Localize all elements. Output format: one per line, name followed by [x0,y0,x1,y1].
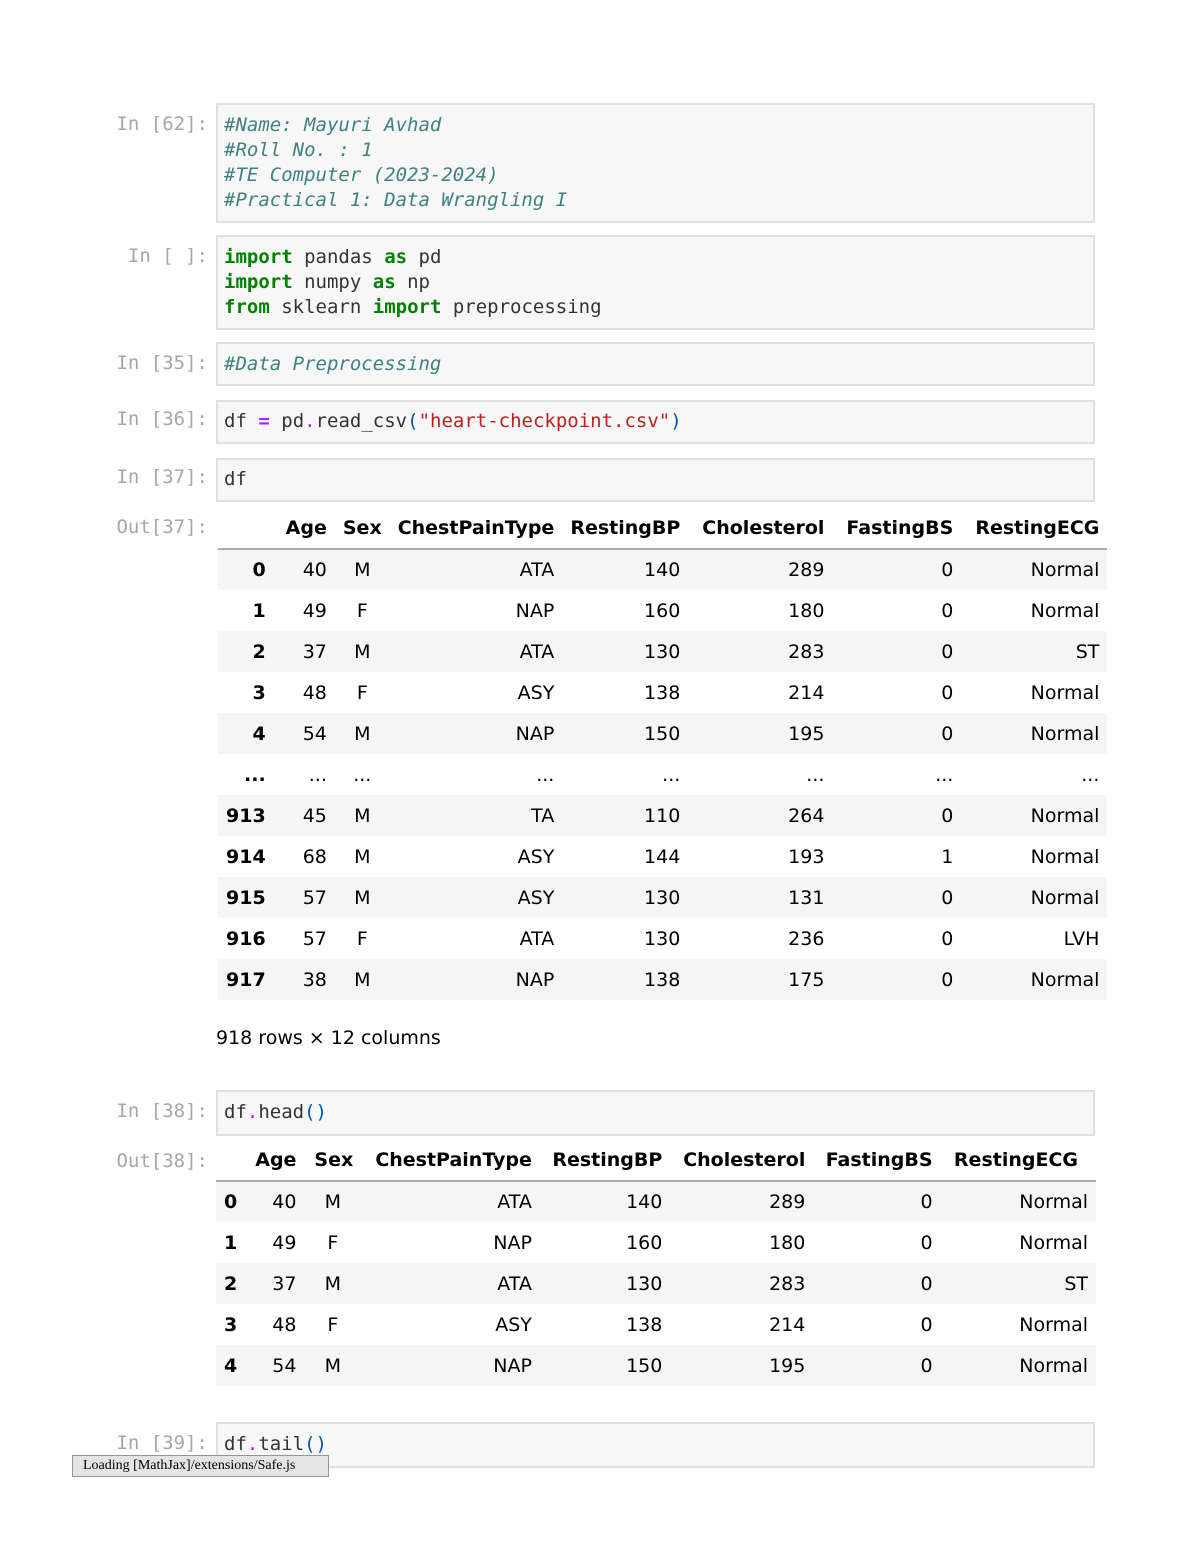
input-prompt: In [36]: [116,408,208,430]
function-name: tail [258,1433,305,1455]
row-index: ... [244,763,266,786]
table-cell: 160 [644,599,681,622]
read-csv-line [218,409,1093,434]
table-cell: F [327,1231,339,1254]
table-cell: 49 [272,1231,297,1254]
output-prompt: Out[37]: [116,516,208,538]
keyword: import [224,271,293,293]
column-header: ChestPainType [361,1140,540,1181]
object: pd [281,410,305,432]
table-cell: 283 [769,1272,806,1295]
table-cell: M [354,804,371,827]
table-row [218,590,1107,631]
table-cell: 130 [626,1272,663,1295]
table-cell: NAP [493,1231,532,1254]
table-cell: F [356,599,368,622]
table-cell: 140 [644,559,681,581]
keyword: import [372,296,442,318]
string-literal: "heart-checkpoint.csv" [418,410,671,432]
table-cell: 37 [272,1272,297,1295]
table-cell: ... [662,763,681,786]
row-index: 0 [224,1191,238,1213]
table-cell: 48 [272,1313,297,1336]
dot-operator: . [246,1433,259,1455]
row-index: 915 [226,886,266,909]
column-header: Cholesterol [688,508,832,549]
index-header [216,1140,245,1181]
table-row [216,1222,1096,1263]
table-cell: 0 [941,599,954,622]
table-cell: M [354,559,371,581]
table-row [218,836,1107,877]
paren: ) [670,410,682,432]
table-cell: 264 [788,804,825,827]
paren: ( [407,410,419,432]
table-cell: 180 [788,599,825,622]
table-cell: Normal [1030,722,1100,745]
table-cell: Normal [1030,804,1100,827]
paren: () [304,1433,327,1455]
row-index: 916 [226,927,266,950]
table-cell: Normal [1030,968,1100,991]
tail-call-line [218,1432,1093,1457]
table-row [218,918,1107,959]
paren: () [304,1101,327,1123]
dataframe-table [216,1140,1096,1386]
table-cell: 193 [788,845,825,868]
dataframe-shape: 918 rows × 12 columns [216,1027,441,1049]
table-cell: 138 [644,681,681,704]
table-cell: Normal [1030,599,1100,622]
column-header: RestingECG [941,1140,1096,1181]
table-cell: M [354,845,371,868]
table-cell: 0 [920,1354,933,1377]
table-cell: Normal [1030,681,1100,704]
table-cell: 37 [302,640,327,663]
table-cell: 130 [644,927,681,950]
row-index: 2 [224,1272,238,1295]
table-cell: Normal [1019,1354,1088,1377]
table-cell: ATA [497,1272,532,1295]
table-cell: ... [806,763,825,786]
table-cell: 130 [644,640,681,663]
table-cell: ATA [497,1191,532,1213]
table-cell: ... [308,763,327,786]
table-row [218,877,1107,918]
object: df [224,1433,247,1455]
table-cell: 0 [920,1231,933,1254]
table-cell: ... [353,763,372,786]
row-index: 2 [252,640,266,663]
row-index: 913 [226,804,266,827]
table-cell: 195 [769,1354,806,1377]
column-header: Age [245,1140,304,1181]
dataframe-output-38 [216,1140,1096,1390]
table-cell: 131 [788,886,825,909]
column-header: Age [274,508,335,549]
table-cell: M [354,968,371,991]
table-cell: 1 [941,845,954,868]
table-cell: 0 [920,1272,933,1295]
table-cell: 110 [644,804,681,827]
column-header: FastingBS [813,1140,940,1181]
table-row [218,959,1107,1000]
table-cell: 49 [302,599,327,622]
dataframe-table [218,508,1107,1000]
input-prompt: In [35]: [116,352,208,374]
table-cell: Normal [1019,1313,1088,1336]
table-cell: 0 [941,804,954,827]
table-row [216,1263,1096,1304]
module-name: pandas [304,246,373,268]
table-cell: 40 [302,559,327,581]
column-header: RestingBP [562,508,688,549]
table-cell: 0 [941,722,954,745]
table-cell: 57 [302,886,327,909]
input-prompt: In [37]: [116,466,208,488]
column-header: Cholesterol [670,1140,813,1181]
row-index: 1 [252,599,266,622]
row-index: 0 [252,559,266,581]
table-cell: 283 [788,640,825,663]
input-prompt: In [ ]: [127,245,208,267]
row-index: 3 [224,1313,238,1336]
dot-operator: . [246,1101,259,1123]
table-cell: 144 [644,845,681,868]
table-cell: 130 [644,886,681,909]
table-cell: 214 [769,1313,806,1336]
table-cell: ASY [495,1313,532,1336]
table-cell: Normal [1019,1231,1088,1254]
table-cell: TA [531,804,555,827]
column-header: RestingECG [961,508,1107,549]
function-name: head [258,1101,305,1123]
row-index: 914 [226,845,266,868]
input-prompt: In [39]: [116,1432,208,1454]
code-input[interactable] [216,342,1095,386]
table-body [218,549,1107,1000]
object: df [224,1101,247,1123]
header-row [216,1140,1096,1181]
function-name: read_csv [315,410,408,432]
table-cell: 0 [941,886,954,909]
table-cell: ATA [519,559,555,581]
table-cell: 0 [941,681,954,704]
table-cell: ATA [519,927,555,950]
import-sklearn-line [218,295,1093,320]
code-input[interactable] [216,400,1095,444]
table-cell: ATA [519,640,555,663]
dot-operator: . [304,410,316,432]
table-cell: Normal [1030,559,1100,581]
index-header [218,508,274,549]
table-cell: 54 [272,1354,297,1377]
table-cell: 140 [626,1191,663,1213]
table-body [216,1181,1096,1386]
table-row [218,754,1107,795]
comment-line: #Roll No. : 1 [224,139,373,161]
table-cell: ... [1081,763,1100,786]
table-cell: 0 [920,1313,933,1336]
code-line: df [224,468,247,490]
table-cell: M [324,1191,342,1213]
table-cell: ASY [517,886,555,909]
keyword: from [224,296,270,318]
head-call-line [218,1100,1093,1125]
table-cell: NAP [515,722,555,745]
table-row [216,1345,1096,1386]
table-cell: Normal [1019,1191,1088,1213]
table-cell: 48 [302,681,327,704]
column-header: Sex [304,1140,361,1181]
table-cell: Normal [1030,886,1100,909]
row-index: 4 [252,722,266,745]
column-header: RestingBP [540,1140,670,1181]
table-cell: 0 [941,640,954,663]
comment-line: #Data Preprocessing [224,353,442,375]
table-cell: M [354,640,371,663]
table-row [218,713,1107,754]
row-index: 4 [224,1354,238,1377]
table-cell: 175 [788,968,825,991]
table-cell: 289 [788,559,825,581]
table-cell: ASY [517,845,555,868]
table-cell: NAP [515,599,555,622]
code-input[interactable] [216,103,1095,223]
code-input[interactable] [216,1090,1095,1136]
table-cell: ASY [517,681,555,704]
input-prompt: In [38]: [116,1100,208,1122]
input-prompt: In [62]: [116,113,208,135]
table-cell: 0 [941,559,954,581]
code-input[interactable] [216,1422,1095,1468]
alias-name: np [407,271,430,293]
table-cell: F [327,1313,339,1336]
keyword: import [224,246,293,268]
table-cell: 68 [302,845,327,868]
dataframe-output-37 [216,508,1100,1003]
column-header: ChestPainType [390,508,563,549]
table-cell: 57 [302,927,327,950]
table-cell: ST [1064,1272,1088,1295]
code-input[interactable] [216,458,1095,502]
alias-name: pd [418,246,442,268]
variable: df [224,410,247,432]
table-cell: 40 [272,1191,297,1213]
import-pandas-line [218,245,1093,270]
table-cell: 150 [644,722,681,745]
row-index: 1 [224,1231,238,1254]
table-cell: F [356,681,368,704]
column-header: Sex [335,508,390,549]
table-cell: ... [935,763,954,786]
table-row [218,795,1107,836]
comment-line: #TE Computer (2023-2024) [224,164,499,186]
table-cell: ST [1075,640,1100,663]
import-numpy-line [218,270,1093,295]
table-cell: 214 [788,681,825,704]
module-name: sklearn [281,296,362,318]
table-cell: 45 [302,804,327,827]
output-prompt: Out[38]: [116,1150,208,1172]
module-name: preprocessing [452,296,602,318]
table-cell: M [324,1272,342,1295]
table-cell: LVH [1063,927,1100,950]
module-name: numpy [304,271,362,293]
table-cell: 195 [788,722,825,745]
table-cell: Normal [1030,845,1100,868]
table-cell: 289 [769,1191,806,1213]
table-cell: 54 [302,722,327,745]
table-cell: 0 [941,927,954,950]
table-cell: F [356,927,368,950]
table-row [216,1304,1096,1345]
row-index: 3 [252,681,266,704]
keyword: as [372,271,396,293]
table-row [216,1181,1096,1222]
table-row [218,672,1107,713]
table-cell: 138 [626,1313,663,1336]
table-cell: 160 [626,1231,663,1254]
mathjax-loading-status: Loading [MathJax]/extensions/Safe.js [72,1455,329,1477]
table-cell: 0 [920,1191,933,1213]
code-input[interactable] [216,235,1095,330]
comment-line: #Practical 1: Data Wrangling I [224,189,568,211]
table-cell: 138 [644,968,681,991]
table-cell: NAP [515,968,555,991]
table-cell: 236 [788,927,825,950]
table-row [218,549,1107,590]
table-cell: 180 [769,1231,806,1254]
column-header: FastingBS [832,508,961,549]
table-cell: M [354,722,371,745]
table-cell: 150 [626,1354,663,1377]
table-cell: ... [536,763,555,786]
comment-line: #Name: Mayuri Avhad [224,114,442,136]
table-cell: M [324,1354,342,1377]
table-row [218,631,1107,672]
header-row [218,508,1107,549]
table-cell: NAP [493,1354,532,1377]
table-cell: M [354,886,371,909]
operator: = [258,410,270,432]
row-index: 917 [226,968,266,991]
keyword: as [384,246,408,268]
table-cell: 38 [302,968,327,991]
table-cell: 0 [941,968,954,991]
